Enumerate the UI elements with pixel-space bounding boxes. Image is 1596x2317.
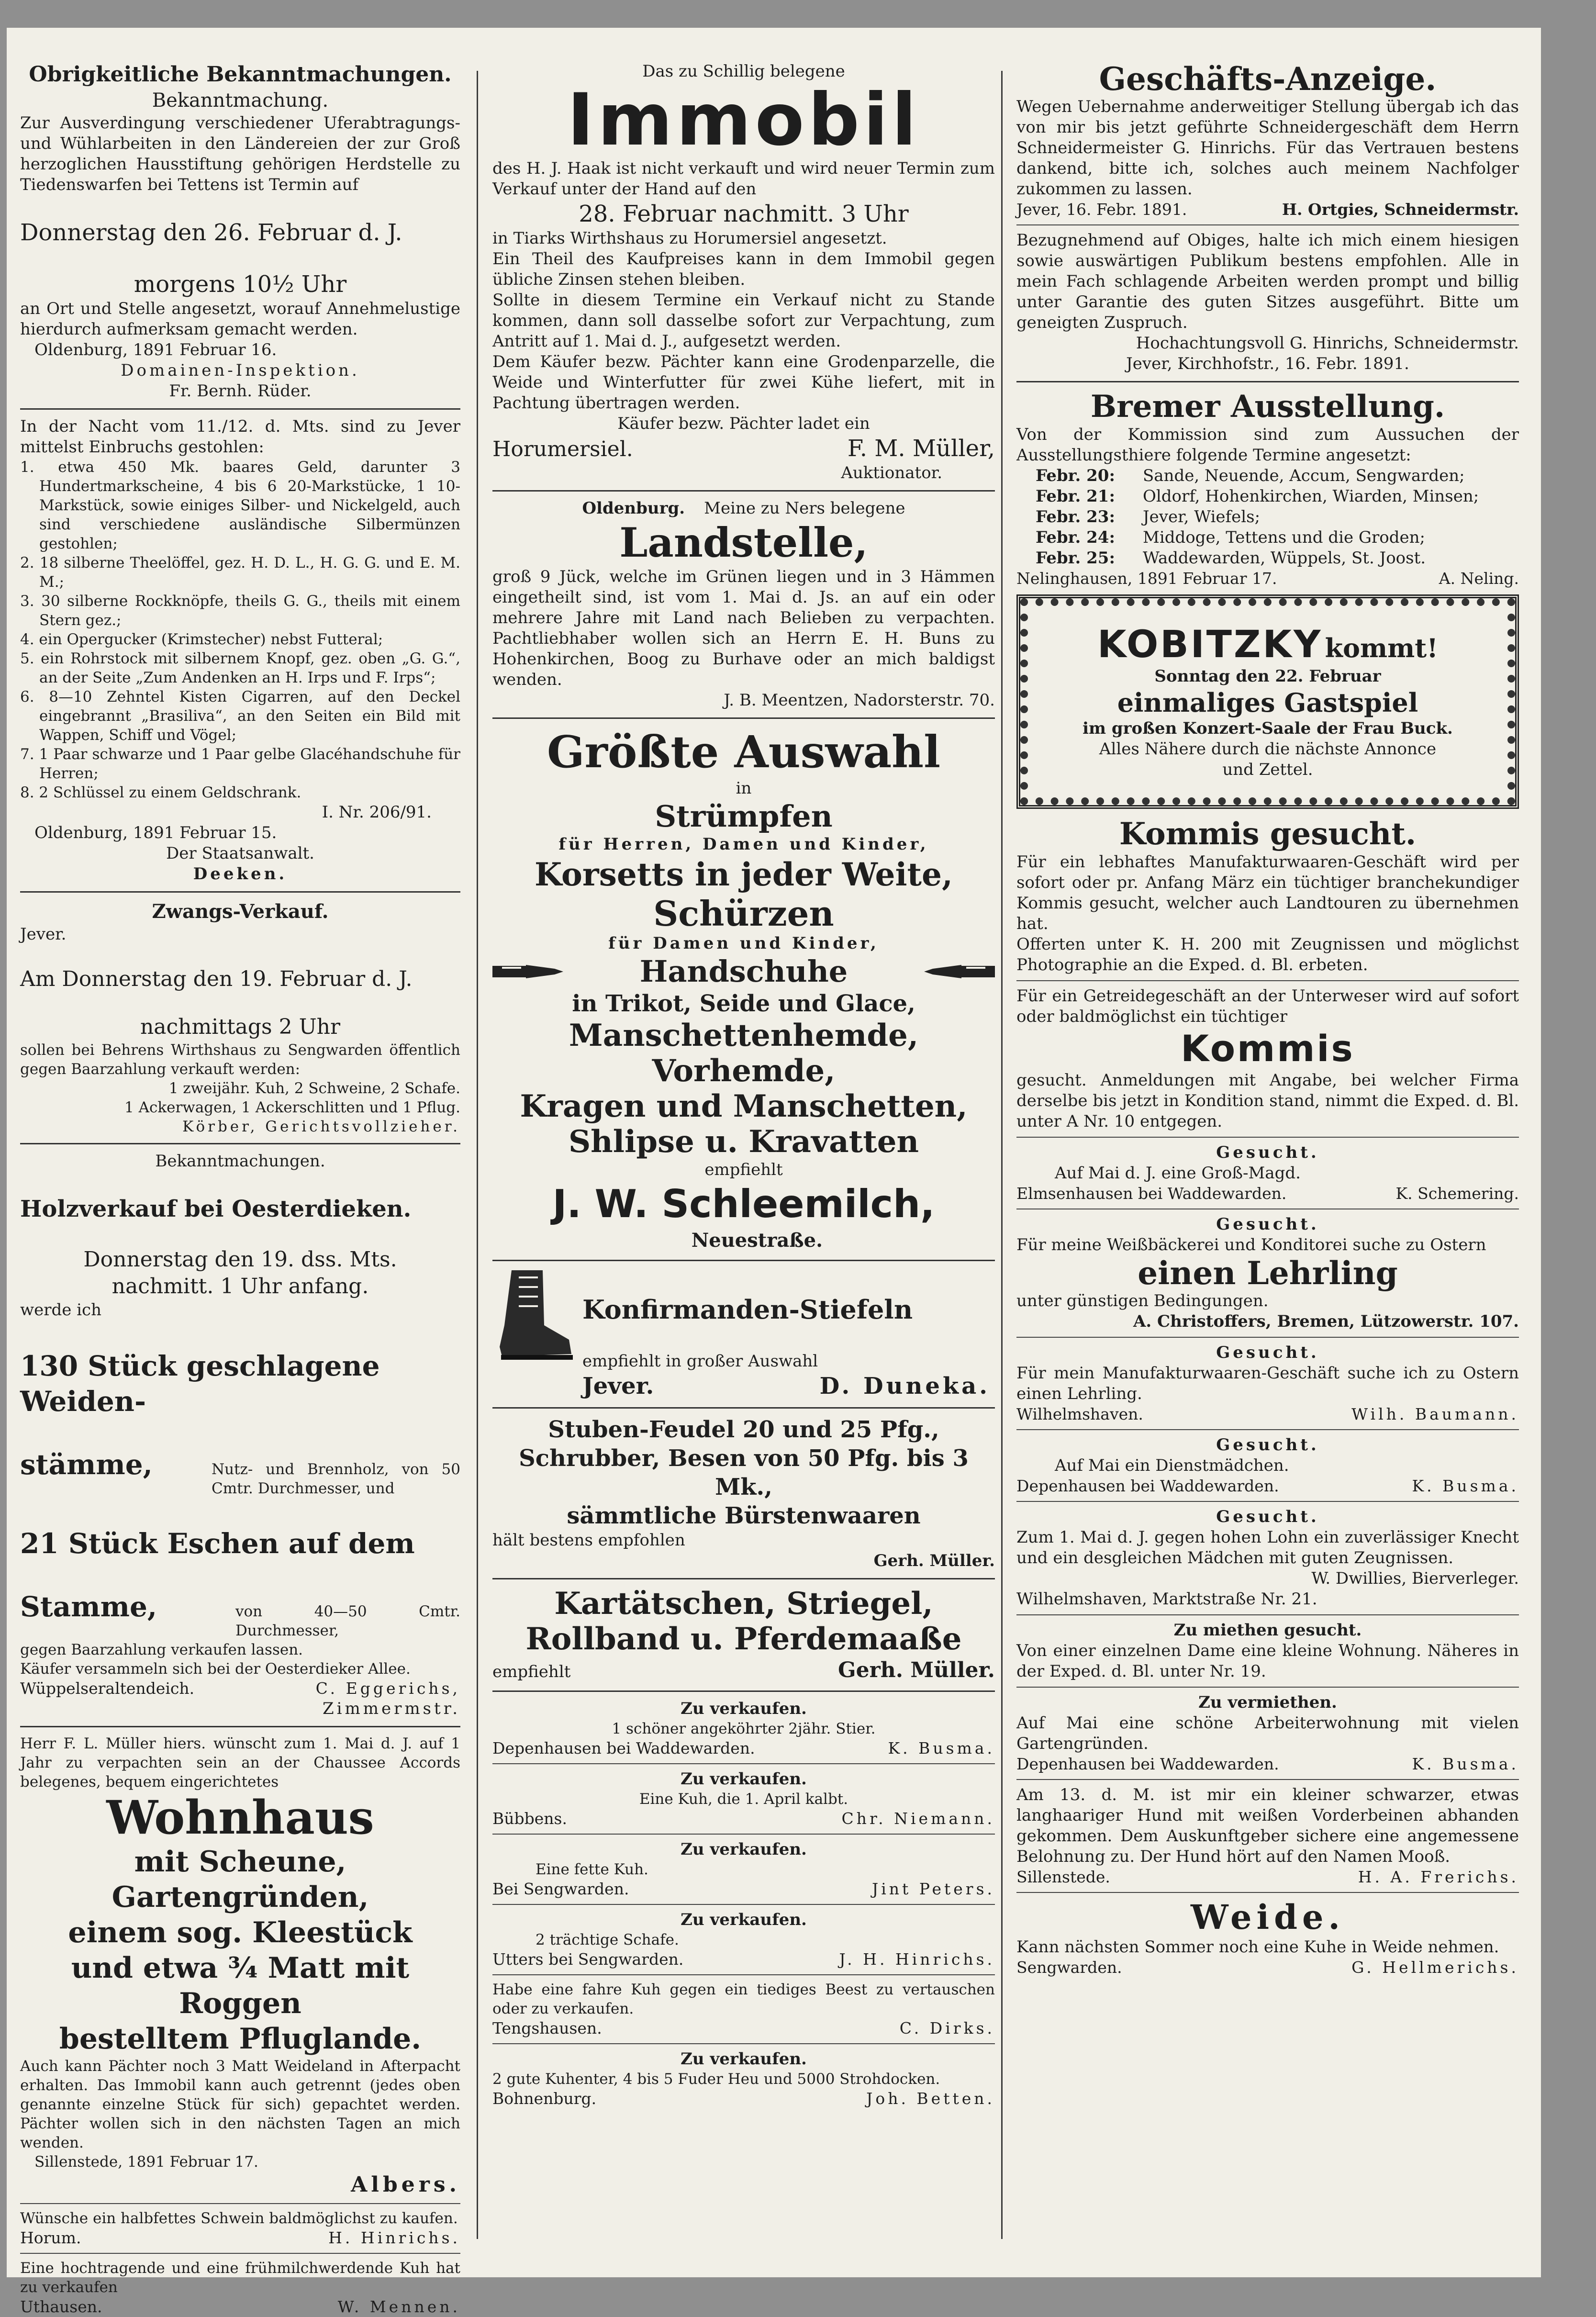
wanted-signature: K. Schemering. — [1395, 1184, 1519, 1203]
notice-text: Zur Ausverdingung verschiedener Uferabtragungs- und Wühlarbeiten in den Ländereien der zur Groß herzoglichen Hausstiftung gehörigen Herdstelle zu Tiedenswarfen bei Tettens ist Termin auf — [20, 113, 460, 194]
wood-sale-row — [20, 1589, 460, 1640]
list-item: 2. 18 silberne Theelöffel, gez. H. D. L., H. G. G. und E. M. M.; — [20, 554, 460, 591]
list-item: 7. 1 Paar schwarze und 1 Paar gelbe Glacéhandschuhe für Herren; — [20, 746, 460, 782]
schedule-places: Waddewarden, Wüppels, St. Joost. — [1143, 548, 1426, 568]
schedule-date: Febr. 24: — [1036, 528, 1116, 547]
pasture-signature: G. Hellmerichs. — [1351, 1958, 1519, 1977]
lost-dog-text: Am 13. d. M. ist mir ein kleiner schwarzer, etwas langhaariger Hund mit weißen Vorderbeinen abhanden gekommen. Dem Auskunftgeber sichere eine angemessene Belohnung zu. Der Hund hört auf den Namen Mooß. — [1016, 1785, 1519, 1866]
pig-ad-text: Wünsche ein halbfettes Schwein baldmöglichst zu kaufen. — [20, 2210, 458, 2227]
divider — [1016, 1137, 1519, 1138]
cow-ad-signature: W. Mennen. — [337, 2297, 460, 2316]
divider — [1016, 1429, 1519, 1430]
boots-signature: D. Duneka. — [819, 1373, 990, 1399]
farm-signature: J. B. Meentzen, Nadorsterstr. 70. — [724, 691, 995, 710]
pig-ad-place: Horum. — [20, 2228, 81, 2247]
wanted-heading: Gesucht. — [1216, 1343, 1319, 1362]
notice-signature: Fr. Bernh. Rüder. — [169, 381, 312, 401]
wanted-place: Wilhelmshaven. — [1016, 1405, 1143, 1423]
business-text: Wegen Uebernahme anderweitiger Stellung übergab ich das von mir bis jetzt geführte Schneidergeschäft dem Herrn Schneidermeister G. Hinrichs. Für das Vertrauen bestens dankend, bitte ich, solches auch meinem Nachfolger zukommen zu lassen. — [1016, 97, 1519, 199]
pointing-hand-right-icon — [492, 961, 564, 982]
horse-line: Kartätschen, Striegel, — [554, 1586, 933, 1622]
wanted-place: Depenhausen bei Waddewarden. — [1016, 1477, 1279, 1495]
small-ad-footer — [492, 1738, 995, 1758]
forced-sale-items: 1 Ackerwagen, 1 Ackerschlitten und 1 Pflug. — [124, 1099, 460, 1116]
kobitzky-note: Alles Nähere durch die nächste Annonce und Zettel. — [1099, 739, 1437, 779]
schedule-row — [1036, 507, 1519, 527]
selection-line: Strümpfen — [655, 799, 833, 834]
house-lease-heading: Wohnhaus — [106, 1791, 374, 1845]
forced-sale-items: 1 zweijähr. Kuh, 2 Schweine, 2 Schafe. — [168, 1080, 460, 1097]
wood-sale-title: Zimmermstr. — [322, 1699, 460, 1718]
rent-wanted-text: Von einer einzelnen Dame eine kleine Wohnung. Näheres in der Exped. d. Bl. unter Nr. 19. — [1016, 1641, 1519, 1681]
schedule-places: Oldorf, Hohenkirchen, Wiarden, Minsen; — [1143, 487, 1479, 506]
house-lease-signature: Albers. — [351, 2172, 460, 2197]
forced-sale-place: Jever. — [20, 925, 67, 944]
business-place: Jever, Kirchhofstr., 16. Febr. 1891. — [1126, 354, 1409, 373]
wanted-heading: Gesucht. — [1216, 1435, 1319, 1455]
selection-recommends: empfiehlt — [704, 1160, 783, 1179]
small-ad-footer — [492, 1879, 995, 1899]
small-ad — [492, 1699, 995, 1758]
theft-signature: Deeken. — [193, 864, 288, 884]
pasture-place: Sengwarden. — [1016, 1958, 1122, 1977]
house-lease-text: Auch kann Pächter noch 3 Matt Weideland in Afterpacht erhalten. Das Immobil kann auch getrennt (jedes oben genannte einzelne Stück für sich) gepachtet werden. Pächter wollen sich in den nächsten Tagen an mich wenden. — [20, 2058, 460, 2151]
forced-sale-heading: Zwangs-Verkauf. — [152, 900, 329, 923]
wood-sale-heading: Holzverkauf bei Oesterdieken. — [20, 1196, 412, 1222]
property-text: Dem Käufer bezw. Pächter kann eine Grodenparzelle, die Weide und Winterfutter für zwei Kühe liefert, mit in Pachtung übertragen werden. — [492, 352, 995, 413]
wood-sale-line: stämme, — [20, 1448, 153, 1481]
horse-footer — [492, 1657, 995, 1684]
small-ad-text: 1 schöner angeköhrter 2jähr. Stier. — [612, 1720, 876, 1737]
cow-ad-place: Uthausen. — [20, 2297, 102, 2316]
forced-sale-text: sollen bei Behrens Wirthshaus zu Sengwarden öffentlich gegen Baarzahlung verkauft werden: — [20, 1041, 460, 1078]
horse-line: Rollband u. Pferdemaaße — [525, 1621, 962, 1657]
theft-intro: In der Nacht vom 11./12. d. Mts. sind zu Jever mittelst Einbruchs gestohlen: — [20, 417, 460, 457]
kobitzky-date: Sonntag den 22. Februar — [1154, 667, 1381, 686]
house-lease-line: mit Scheune, Gartengründen, — [112, 1845, 369, 1914]
divider — [492, 1690, 995, 1692]
for-rent-place: Depenhausen bei Waddewarden. — [1016, 1755, 1279, 1773]
wood-sale-time: nachmitt. 1 Uhr anfang. — [112, 1274, 369, 1298]
pointing-hand-left-icon — [923, 961, 995, 982]
lost-dog-place: Sillenstede. — [1016, 1868, 1110, 1886]
house-lease-line: und etwa ¾ Matt mit Roggen — [71, 1951, 410, 2020]
property-text: Ein Theil des Kaufpreises kann in dem Immobil gegen übliche Zinsen stehen bleiben. — [492, 249, 995, 289]
property-date: 28. Februar nachmitt. 3 Uhr — [579, 201, 909, 227]
small-ad-text: Eine Kuh, die 1. April kalbt. — [639, 1791, 848, 1808]
brush-signature: Gerh. Müller. — [873, 1551, 995, 1570]
notice-text: an Ort und Stelle angesetzt, worauf Annehmelustige hierdurch aufmerksam gemacht werden. — [20, 299, 460, 339]
rent-wanted-heading: Zu miethen gesucht. — [1173, 1621, 1362, 1640]
divider — [20, 408, 460, 410]
notice-date: Donnerstag den 26. Februar d. J. — [20, 219, 402, 246]
list-item: 3. 30 silberne Rockknöpfe, theils G. G., theils mit einem Stern gez.; — [20, 593, 460, 629]
wood-sale-line: 21 Stück Eschen auf dem — [20, 1527, 415, 1560]
divider — [1016, 381, 1519, 382]
exhibition-schedule — [1016, 466, 1519, 569]
house-lease-line: einem sog. Kleestück — [68, 1916, 413, 1949]
business-place: Jever, 16. Febr. 1891. — [1016, 200, 1187, 219]
small-ad-text: Eine fette Kuh. — [536, 1861, 648, 1878]
exhibition-heading: Bremer Ausstellung. — [1090, 389, 1445, 425]
divider — [1016, 980, 1519, 981]
business-heading: Geschäfts-Anzeige. — [1099, 60, 1437, 98]
divider — [492, 1260, 995, 1261]
for-rent-footer — [1016, 1754, 1519, 1774]
cow-ad-footer — [20, 2297, 460, 2317]
small-ad-signature: Jint Peters. — [871, 1880, 995, 1898]
small-ad — [492, 2049, 995, 2109]
selection-line: Shlipse u. Kravatten — [568, 1124, 919, 1160]
divider — [1016, 1614, 1519, 1615]
list-item: 4. ein Opergucker (Krimstecher) nebst Futteral; — [20, 631, 383, 648]
divider — [1016, 1687, 1519, 1688]
selection-line: Kragen und Manschetten, — [520, 1088, 968, 1124]
farm-pre — [492, 498, 995, 519]
wood-sale-small: von 40—50 Cmtr. Durchmesser, — [235, 1603, 460, 1639]
small-ad — [492, 1839, 995, 1899]
boots-ad — [492, 1268, 995, 1400]
horse-recommends: empfiehlt — [492, 1662, 571, 1681]
wanted-place: Elmsenhausen bei Waddewarden. — [1016, 1184, 1287, 1203]
small-ad-footer — [492, 2018, 995, 2038]
divider — [492, 1763, 995, 1764]
property-footer — [492, 434, 995, 463]
list-item: 8. 2 Schlüssel zu einem Geldschrank. — [20, 784, 301, 801]
wanted-text: Auf Mai ein Dienstmädchen. — [1055, 1456, 1289, 1475]
small-ad-footer — [492, 1949, 995, 1970]
divider — [1016, 1337, 1519, 1338]
column-2 — [492, 61, 995, 2249]
wood-sale-text: Käufer versammeln sich bei der Oesterdieker Allee. — [20, 1660, 411, 1678]
wanted-signature: A. Christoffers, Bremen, Lützowerstr. 107. — [1133, 1312, 1519, 1331]
property-text: Sollte in diesem Termine ein Verkauf nicht zu Stande kommen, dann soll dasselbe sofort zur Verpachtung, zum Antritt auf 1. Mai d. J., aufgesetzt werden. — [492, 291, 995, 351]
house-lease-line: bestelltem Pfluglande. — [59, 2022, 422, 2056]
wood-sale-line: Stamme, — [20, 1590, 157, 1623]
schedule-date: Febr. 20: — [1036, 466, 1116, 485]
small-ad-footer — [492, 1809, 995, 1829]
pasture-footer — [1016, 1958, 1519, 1978]
small-ad — [492, 1910, 995, 1970]
selection-street: Neuestraße. — [691, 1229, 823, 1252]
small-ad-text: Habe eine fahre Kuh gegen ein tiediges Beest zu vertauschen oder zu verkaufen. — [492, 1981, 995, 2017]
small-ad-footer — [492, 2089, 995, 2109]
small-ad-place: Utters bei Sengwarden. — [492, 1950, 684, 1969]
divider — [20, 1143, 460, 1144]
selection-subline: in Trikot, Seide und Glace, — [572, 990, 915, 1017]
for-rent-text: Auf Mai eine schöne Arbeiterwohnung mit vielen Gartengründen. — [1016, 1713, 1519, 1753]
divider — [1016, 1892, 1519, 1893]
selection-line: Manschettenhemde, Vorhemde, — [569, 1018, 919, 1089]
horse-signature: Gerh. Müller. — [838, 1658, 995, 1682]
divider — [1016, 1501, 1519, 1502]
column-rule-left — [477, 71, 478, 2239]
schedule-date: Febr. 23: — [1036, 507, 1116, 526]
kobitzky-body — [1031, 607, 1505, 796]
small-ad-heading: Zu verkaufen. — [681, 1910, 807, 1929]
wanted-signature: K. Busma. — [1412, 1477, 1519, 1495]
for-rent-signature: K. Busma. — [1412, 1755, 1519, 1773]
schedule-row — [1036, 466, 1519, 486]
gloves-row — [492, 954, 995, 989]
boots-ad-body — [582, 1268, 995, 1400]
wood-sale-pre: werde ich — [20, 1300, 101, 1320]
divider — [492, 1974, 995, 1975]
kobitzky-ad — [1016, 594, 1519, 809]
divider — [20, 891, 460, 893]
property-text: des H. J. Haak ist nicht verkauft und wird neuer Termin zum Verkauf unter der Hand auf den — [492, 159, 995, 199]
small-ad-heading: Zu verkaufen. — [681, 1840, 807, 1859]
selection-subline: für Damen und Kinder, — [608, 934, 879, 953]
house-lease-place: Sillenstede, 1891 Februar 17. — [34, 2153, 258, 2171]
newspaper-page — [7, 28, 1541, 2316]
apprentice-heading: einen Lehrling — [1138, 1254, 1398, 1292]
grain-clerk-text: Für ein Getreidegeschäft an der Unterweser wird auf sofort oder baldmöglichst ein tüchtiger — [1016, 986, 1519, 1026]
exhibition-footer — [1016, 569, 1519, 589]
farm-pre-place: Oldenburg. — [582, 499, 685, 518]
wood-sale-footer — [20, 1679, 460, 1699]
boots-heading: Konfirmanden-Stiefeln — [582, 1294, 913, 1325]
boots-text: empfiehlt in großer Auswahl — [582, 1352, 818, 1371]
kobitzky-venue: im großen Konzert-Saale der Frau Buck. — [1083, 719, 1453, 738]
forced-sale-date: Am Donnerstag den 19. Februar d. J. — [20, 967, 413, 991]
divider — [492, 1578, 995, 1579]
farm-heading: Landstelle, — [619, 519, 868, 566]
wood-sale-line: 130 Stück geschlagene Weiden- — [20, 1350, 380, 1418]
divider — [492, 1834, 995, 1835]
selection-in: in — [736, 779, 752, 798]
boots-place: Jever. — [582, 1373, 654, 1399]
small-ad-place: Tengshausen. — [492, 2019, 602, 2037]
property-pre: Das zu Schillig belegene — [642, 62, 845, 81]
column-rule-right — [1001, 71, 1003, 2239]
wanted-footer — [1016, 1184, 1519, 1204]
divider — [492, 717, 995, 719]
clerk-heading: Kommis gesucht. — [1119, 816, 1417, 852]
schedule-row — [1036, 527, 1519, 548]
divider — [20, 2203, 460, 2204]
small-ad-heading: Zu verkaufen. — [681, 1769, 807, 1789]
property-signature: F. M. Müller, — [847, 435, 995, 462]
cow-ad-text: Eine hochtragende und eine frühmilchwerdende Kuh hat zu verkaufen — [20, 2260, 460, 2296]
house-lease-text: Herr F. L. Müller hiers. wünscht zum 1. Mai d. J. auf 1 Jahr zu verpachten sein an der Chaussee Accords belegenes, bequem eingerichtetes — [20, 1735, 460, 1791]
notice-subheading: Bekanntmachung. — [152, 90, 329, 112]
brush-text: hält bestens empfohlen — [492, 1531, 685, 1550]
small-ad-heading: Zu verkaufen. — [681, 2049, 807, 2069]
small-ad-place: Depenhausen bei Waddewarden. — [492, 1739, 755, 1757]
exhibition-place: Nelinghausen, 1891 Februar 17. — [1016, 569, 1277, 588]
theft-office: Der Staatsanwalt. — [166, 844, 314, 863]
selection-line: Korsetts in jeder Weite, — [534, 856, 953, 893]
property-place: Horumersiel. — [492, 437, 633, 461]
for-rent-heading: Zu vermiethen. — [1198, 1693, 1337, 1712]
small-ad-place: Bohnenburg. — [492, 2089, 597, 2108]
small-ad-signature: C. Dirks. — [899, 2019, 995, 2037]
notice-time: morgens 10½ Uhr — [134, 271, 347, 298]
notice-place: Oldenburg, 1891 Februar 16. — [34, 340, 277, 359]
wanted-signature: W. Dwillies, Bierverleger. — [1311, 1569, 1519, 1588]
wanted-heading: Gesucht. — [1216, 1143, 1319, 1162]
schedule-places: Jever, Wiefels; — [1143, 507, 1261, 526]
business-greeting: Hochachtungsvoll G. Hinrichs, Schneidermstr. — [1136, 334, 1519, 353]
small-ad-place: Bei Sengwarden. — [492, 1880, 629, 1898]
lost-dog-footer — [1016, 1867, 1519, 1887]
brush-line: Stuben-Feudel 20 und 25 Pfg., — [548, 1416, 939, 1443]
small-ad-place: Bübbens. — [492, 1809, 567, 1828]
wood-sale-place: Wüppelseraltendeich. — [20, 1679, 195, 1698]
wood-sale-row — [20, 1447, 460, 1498]
wanted-signature: Wilh. Baumann. — [1351, 1405, 1519, 1423]
forced-sale-time: nachmittags 2 Uhr — [140, 1015, 341, 1039]
wood-sale-small: Nutz- und Brennholz, von 50 Cmtr. Durchmesser, und — [212, 1461, 460, 1497]
property-title: Auktionator. — [841, 463, 942, 482]
small-ad-signature: J. H. Hinrichs. — [839, 1950, 995, 1969]
small-ad-heading: Zu verkaufen. — [681, 1699, 807, 1718]
kobitzky-name: KOBITZKY — [1097, 623, 1323, 666]
pasture-heading: Weide. — [1191, 1897, 1345, 1937]
wanted-text: unter günstigen Bedingungen. — [1016, 1291, 1269, 1310]
theft-place: Oldenburg, 1891 Februar 15. — [34, 823, 277, 842]
grain-clerk-heading: Kommis — [1181, 1027, 1355, 1070]
exhibition-text: Von der Kommission sind zum Aussuchen der Ausstellungsthiere folgende Termine angesetzt: — [1016, 425, 1519, 465]
schedule-date: Febr. 25: — [1036, 548, 1116, 568]
wood-sale-date: Donnerstag den 19. dss. Mts. — [83, 1247, 397, 1272]
selection-heading: Größte Auswahl — [547, 726, 941, 778]
property-text: in Tiarks Wirthshaus zu Horumersiel angesetzt. — [492, 229, 887, 248]
selection-firm: J. W. Schleemilch, — [552, 1182, 935, 1226]
list-item: 5. ein Rohrstock mit silbernem Knopf, gez. oben „G. G.“, an der Seite „Zum Andenken an H. Irps und F. Irps“; — [20, 650, 460, 686]
schedule-row — [1036, 486, 1519, 507]
property-text: Käufer bezw. Pächter ladet ein — [617, 414, 870, 433]
schedule-row — [1036, 548, 1519, 569]
official-notices-heading: Obrigkeitliche Bekanntmachungen. — [29, 62, 452, 87]
wanted-text: Für meine Weißbäckerei und Konditorei suche zu Ostern — [1016, 1235, 1486, 1254]
divider — [20, 2253, 460, 2254]
divider — [20, 1726, 460, 1727]
small-ad-signature: Chr. Niemann. — [841, 1809, 995, 1828]
lost-dog-signature: H. A. Frerichs. — [1358, 1868, 1519, 1886]
farm-text: groß 9 Jück, welche im Grünen liegen und in 3 Hämmen eingetheilt sind, ist vom 1. Mai d. Js. an auf ein oder mehrere Jahre mit Land nach Belieben zu verpachten. Pachtliebhaber wollen sich an Herrn E. H. Buns zu Hohenkirchen, Boog zu Burhave oder an mich baldigst wenden. — [492, 567, 995, 689]
divider — [492, 1407, 995, 1409]
kobitzky-title — [1049, 623, 1486, 666]
schedule-date: Febr. 21: — [1036, 487, 1116, 506]
wanted-footer — [1016, 1476, 1519, 1496]
brush-line: Schrubber, Besen von 50 Pfg. bis 3 Mk., — [519, 1445, 969, 1500]
wanted-heading: Gesucht. — [1216, 1215, 1319, 1234]
business-footer — [1016, 200, 1519, 220]
selection-line: Handschuhe — [639, 954, 848, 989]
pig-ad-footer — [20, 2228, 460, 2248]
wanted-text: Zum 1. Mai d. J. gegen hohen Lohn ein zuverlässiger Knecht und ein desgleichen Mädchen mit guten Zeugnissen. — [1016, 1528, 1519, 1567]
wood-sale-subheading: Bekanntmachungen. — [155, 1152, 325, 1171]
kobitzky-guest: einmaliges Gastspiel — [1117, 687, 1418, 718]
business-text: Bezugnehmend auf Obiges, halte ich mich einem hiesigen sowie auswärtigen Publikum bestens empfohlen. Alle in mein Fach schlagende Arbeiten werden prompt und billig unter Garantie des guten Sitzes ausgeführt. Bitte um geneigten Zuspruch. — [1016, 231, 1519, 332]
column-1 — [20, 61, 460, 2316]
divider — [492, 2043, 995, 2044]
boots-footer — [582, 1372, 995, 1400]
business-signature: H. Ortgies, Schneidermstr. — [1282, 200, 1519, 219]
pasture-text: Kann nächsten Sommer noch eine Kuhe in Weide nehmen. — [1016, 1937, 1499, 1957]
wood-sale-text: gegen Baarzahlung verkaufen lassen. — [20, 1641, 303, 1658]
wanted-place: Wilhelmshaven, Marktstraße Nr. 21. — [1016, 1589, 1317, 1609]
divider — [1016, 1779, 1519, 1780]
small-ad-text: 2 gute Kuhenter, 4 bis 5 Fuder Heu und 5000 Strohdocken. — [492, 2071, 940, 2088]
small-ad-signature: Joh. Betten. — [866, 2089, 995, 2108]
theft-ref: I. Nr. 206/91. — [322, 803, 432, 822]
small-ad-signature: K. Busma. — [888, 1739, 995, 1757]
notice-office: Domainen-Inspektion. — [121, 361, 360, 380]
small-ad-text: 2 trächtige Schafe. — [536, 1931, 679, 1948]
list-item: 6. 8—10 Zehntel Kisten Cigarren, auf den Deckel eingebrannt „Brasiliva“, an den Seiten ein Bild mit Wappen, Schiff und Vögel; — [20, 688, 460, 744]
column-3 — [1016, 61, 1519, 2249]
small-ad — [492, 1980, 995, 2038]
brush-line: sämmtliche Bürstenwaaren — [567, 1502, 921, 1529]
schedule-places: Sande, Neuende, Accum, Sengwarden; — [1143, 466, 1465, 485]
farm-pre-text: Meine zu Ners belegene — [704, 499, 905, 518]
selection-line: Schürzen — [653, 893, 834, 934]
exhibition-signature: A. Neling. — [1439, 569, 1519, 588]
small-ad — [492, 1769, 995, 1829]
divider — [1016, 224, 1519, 225]
clerk-text: Offerten unter K. H. 200 mit Zeugnissen und möglichst Photographie an die Exped. d. Bl. erbeten. — [1016, 935, 1519, 974]
wanted-heading: Gesucht. — [1216, 1507, 1319, 1526]
wanted-text: Auf Mai d. J. eine Groß-Magd. — [1055, 1164, 1301, 1183]
kobitzky-comes: kommt! — [1325, 633, 1438, 663]
stolen-items-list — [20, 458, 460, 802]
property-heading: Immobil — [567, 78, 920, 162]
boot-icon — [492, 1268, 574, 1364]
clerk-text: Für ein lebhaftes Manufakturwaaren-Geschäft wird per sofort oder pr. Anfang März ein tüchtiger branchekundiger Kommis gesucht, welcher auch Landtouren zu übernehmen hat. — [1016, 852, 1519, 933]
divider — [492, 1904, 995, 1905]
divider — [492, 490, 995, 492]
schedule-places: Middoge, Tettens und die Groden; — [1143, 528, 1426, 547]
grain-clerk-text: gesucht. Anmeldungen mit Angabe, bei welcher Firma derselbe bis jetzt in Kondition stand, nimmt die Exped. d. Bl. unter A Nr. 10 entgegen. — [1016, 1071, 1519, 1131]
selection-subline: für Herren, Damen und Kinder, — [558, 835, 929, 854]
pig-ad-signature: H. Hinrichs. — [328, 2228, 460, 2247]
list-item: 1. etwa 450 Mk. baares Geld, darunter 3 Hundertmarkscheine, 4 bis 6 20-Markstücke, 1 10-Markstück, sowie einiges Silber- und Nickelgeld, auch sind verschiedene ausländische Silbermünzen gestohlen; — [20, 459, 460, 552]
forced-sale-signature: Körber, Gerichtsvollzieher. — [182, 1118, 460, 1135]
wood-sale-signature: C. Eggerichs, — [315, 1679, 460, 1698]
wanted-footer — [1016, 1404, 1519, 1424]
wanted-text: Für mein Manufakturwaaren-Geschäft suche ich zu Ostern einen Lehrling. — [1016, 1364, 1519, 1403]
